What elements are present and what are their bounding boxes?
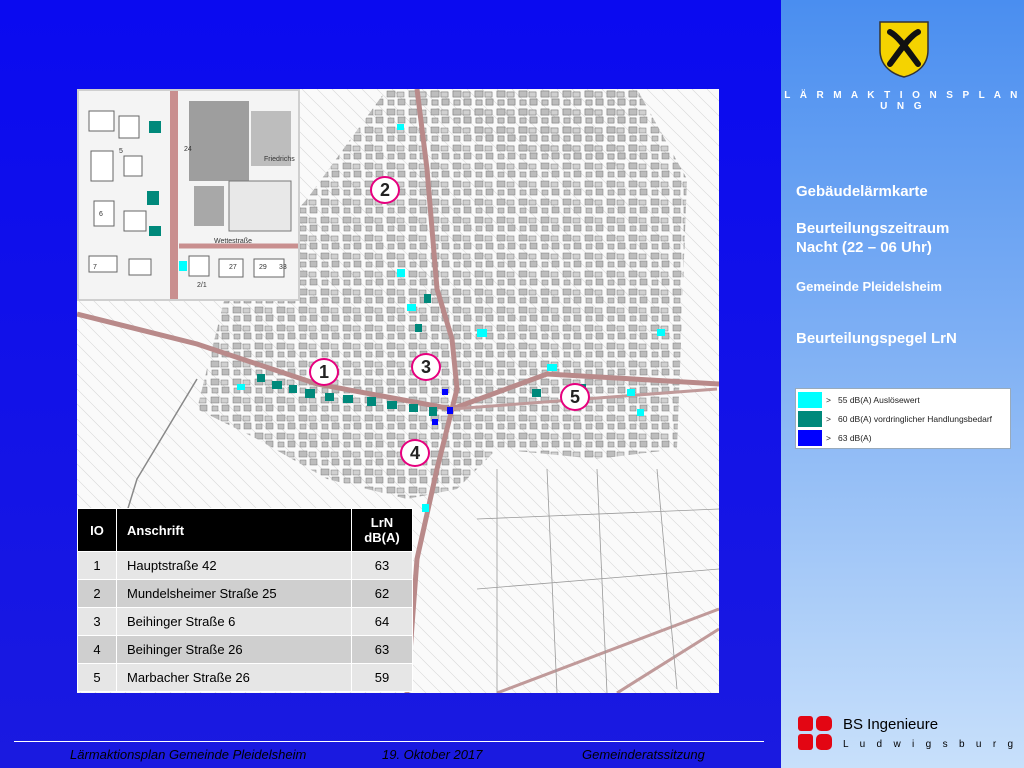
- footer-divider: [14, 741, 764, 742]
- cell-io: 1: [78, 552, 117, 580]
- cell-address: Mundelsheimer Straße 25: [117, 580, 352, 608]
- company-city: L u d w i g s b u r g: [843, 739, 1018, 750]
- header-level: [352, 509, 413, 552]
- company-logo-icon: [798, 716, 832, 750]
- inset-drawing: [79, 91, 298, 299]
- map-detail-inset: [77, 89, 300, 301]
- table-row: [78, 580, 413, 608]
- slide-sidebar: [781, 0, 1024, 768]
- cell-address: Beihinger Straße 6: [117, 608, 352, 636]
- header-level-line2: dB(A): [364, 530, 400, 545]
- header-io: IO: [78, 509, 117, 552]
- cell-io: 4: [78, 636, 117, 664]
- cell-level: 59: [352, 664, 413, 692]
- table-header-row: [78, 509, 413, 552]
- cell-address: Beihinger Straße 26: [117, 636, 352, 664]
- legend-label: 63 dB(A): [838, 433, 872, 443]
- assessment-period: [796, 219, 1006, 257]
- cell-level: 62: [352, 580, 413, 608]
- io-marker-1[interactable]: 1: [309, 358, 339, 386]
- legend-gt: >: [826, 414, 831, 424]
- period-line2: Nacht (22 – 06 Uhr): [796, 239, 932, 256]
- footer-meeting: Gemeinderatssitzung: [582, 747, 705, 762]
- map-title: Gebäudelärmkarte: [796, 183, 928, 200]
- footer-title: Lärmaktionsplan Gemeinde Pleidelsheim: [70, 747, 307, 762]
- inset-label-number: 24: [184, 146, 192, 153]
- cell-io: 5: [78, 664, 117, 692]
- legend: [795, 388, 1011, 449]
- level-label: Beurteilungspegel LrN: [796, 330, 957, 347]
- footer-date: 19. Oktober 2017: [382, 747, 483, 762]
- table-row: [78, 664, 413, 692]
- io-table: [77, 508, 413, 692]
- header-level-line1: LrN: [370, 515, 394, 530]
- cell-io: 2: [78, 580, 117, 608]
- inset-label-number: 6: [99, 211, 103, 218]
- legend-swatch: [798, 411, 822, 427]
- legend-swatch: [798, 392, 822, 408]
- inset-label-number: 27: [229, 264, 237, 271]
- inset-label-number: 29: [259, 264, 267, 271]
- table-row: [78, 608, 413, 636]
- legend-label: 55 dB(A) Auslösewert: [838, 395, 920, 405]
- cell-address: Hauptstraße 42: [117, 552, 352, 580]
- inset-label-number: 33: [279, 264, 287, 271]
- cell-level: 63: [352, 552, 413, 580]
- table-row: [78, 552, 413, 580]
- company-name: BS Ingenieure: [843, 716, 939, 733]
- cell-level: 63: [352, 636, 413, 664]
- inset-label-wettestrasse: Wettestraße: [214, 238, 252, 245]
- header-address: Anschrift: [117, 509, 352, 552]
- inset-label-number: 2/1: [197, 282, 207, 289]
- cell-io: 3: [78, 608, 117, 636]
- cell-level: 64: [352, 608, 413, 636]
- cell-address: Marbacher Straße 26: [117, 664, 352, 692]
- legend-swatch: [798, 430, 822, 446]
- io-marker-2[interactable]: 2: [370, 176, 400, 204]
- inset-label-number: 7: [93, 264, 97, 271]
- table-row: [78, 636, 413, 664]
- programme-title: L Ä R M A K T I O N S P L A N U N G: [784, 90, 1021, 112]
- legend-gt: >: [826, 433, 831, 443]
- io-marker-4[interactable]: 4: [400, 439, 430, 467]
- io-marker-5[interactable]: 5: [560, 383, 590, 411]
- period-line1: Beurteilungszeitraum: [796, 220, 950, 237]
- municipality-crest-icon: [878, 20, 930, 78]
- legend-label: 60 dB(A) vordringlicher Handlungsbedarf: [838, 414, 993, 424]
- inset-label-number: 5: [119, 148, 123, 155]
- inset-label-friedrich: Friedrichs: [264, 156, 295, 163]
- municipality-name: Gemeinde Pleidelsheim: [796, 279, 942, 294]
- legend-gt: >: [826, 395, 831, 405]
- io-marker-3[interactable]: 3: [411, 353, 441, 381]
